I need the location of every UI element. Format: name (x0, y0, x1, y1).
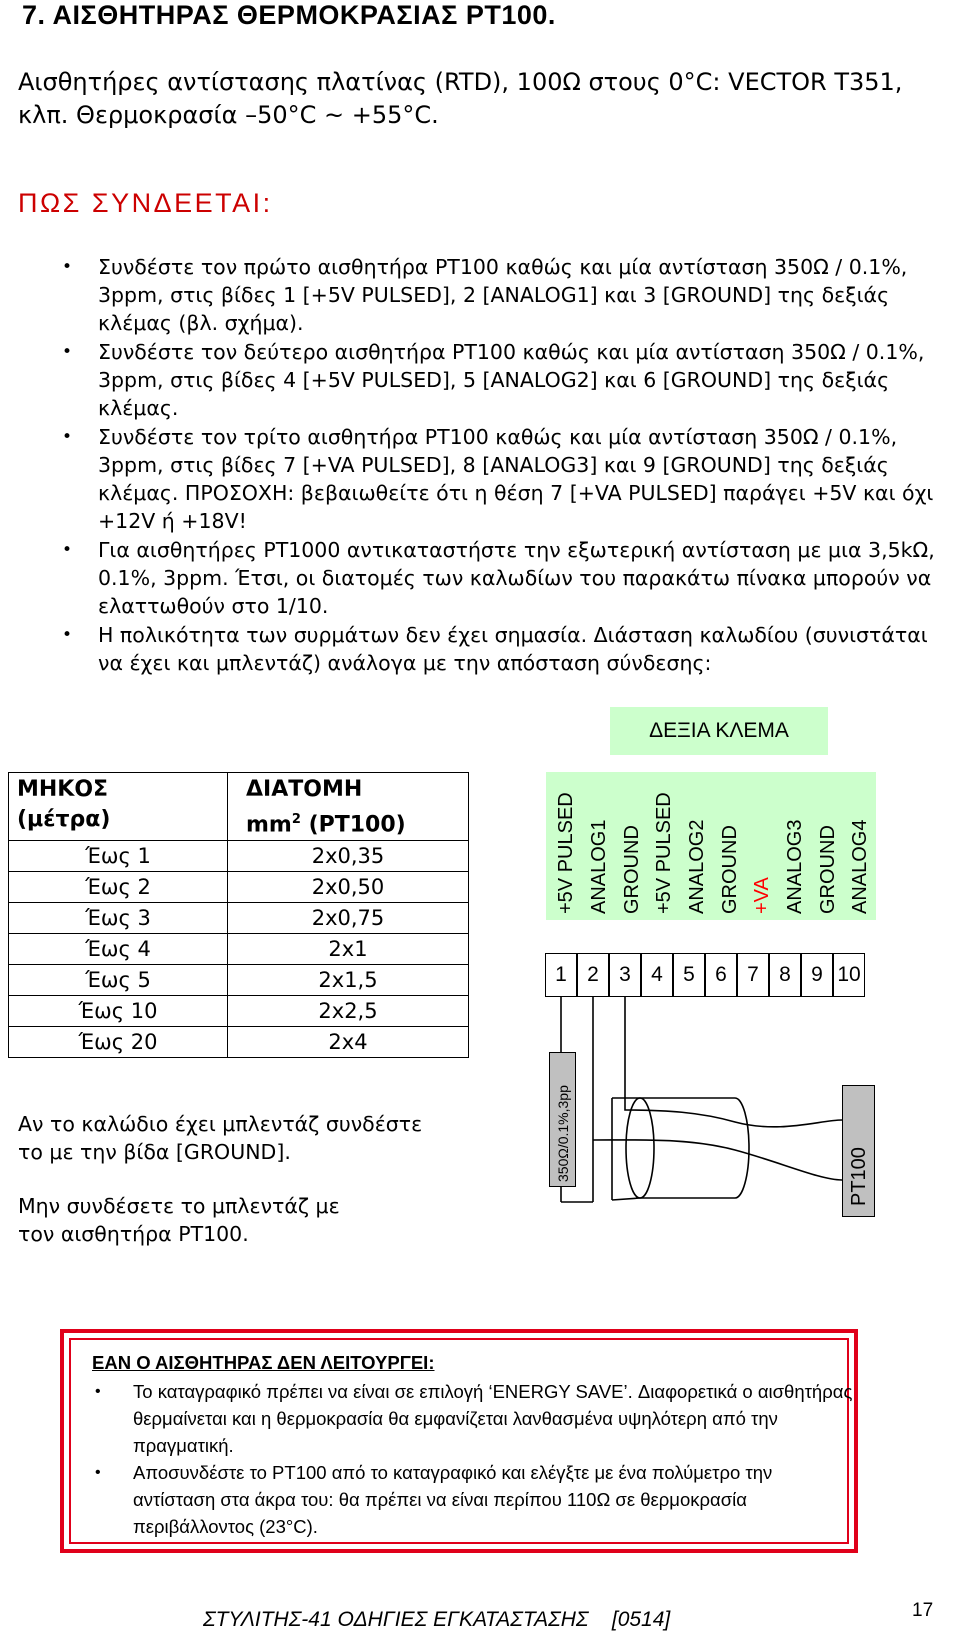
page-footer: ΣΤΥΛΙΤΗΣ-41 ΟΔΗΓΙΕΣ ΕΓΚΑΤΑΣΤΑΣΗΣ [0514] (203, 1608, 671, 1631)
terminal-label-6: GROUND (718, 825, 741, 914)
terminal-label-4: +5V PULSED (652, 792, 675, 914)
terminal-pin-3: 3 (609, 953, 641, 997)
list-item: • Αποσυνδέστε το PT100 από το καταγραφικό και ελέγξτε με ένα πολύμετρο την αντίσταση στα άκρα του: θα πρέπει να είναι περίπου 110Ω σε θερμοκρασία περιβάλλοντος (23°C). (133, 1459, 853, 1540)
terminal-pin-10: 10 (833, 953, 865, 997)
list-item: • Συνδέστε τον τρίτο αισθητήρα PT100 καθώς και μία αντίσταση 350Ω / 0.1%, 3ppm, στις βίδες 7 [+VA PULSED], 8 [ANALOG3] και 9 [GROUND] της δεξιάς κλέμας. ΠΡΟΣΟΧΗ: βεβαιωθείτε ότι η θέση 7 [+VA PULSED] παράγει +5V και όχι +12V ή +18V! (98, 423, 938, 536)
header-length: ΜΗΚΟΣ (μέτρα) (9, 773, 228, 841)
terminal-label-7: +VA (750, 877, 773, 914)
wire-to-sensor-a (593, 1140, 842, 1180)
table-row: Έως 10 2x2,5 (9, 996, 469, 1027)
shield-note: Αν το καλώδιο έχει μπλεντάζ συνδέστε το με την βίδα [GROUND]. (18, 1112, 423, 1164)
how-to-connect-heading: ΠΩΣ ΣΥΝΔΕΕΤΑΙ: (18, 188, 273, 218)
list-item: • Η πολικότητα των συρμάτων δεν έχει σημασία. Διάσταση καλωδίου (συνιστάται να έχει και μπλεντάζ) ανάλογα με την απόσταση σύνδεσης: (98, 621, 938, 677)
terminal-label-10: ANALOG4 (848, 819, 871, 914)
table-row: Έως 20 2x4 (9, 1027, 469, 1058)
terminal-label-9: GROUND (816, 825, 839, 914)
right-terminal-block-label: ΔΕΞΙΑ ΚΛΕΜΑ (610, 707, 828, 755)
terminal-pin-4: 4 (641, 953, 673, 997)
table-row: Έως 5 2x1,5 (9, 965, 469, 996)
terminal-pin-9: 9 (801, 953, 833, 997)
resistor-label: 350Ω/0.1%,3pp (554, 1085, 571, 1182)
intro-paragraph: Αισθητήρες αντίστασης πλατίνας (RTD), 100Ω στους 0°C: VECTOR T351, κλπ. Θερμοκρασία –50°C ~ +55°C. (18, 68, 903, 129)
sensor-label: PT100 (847, 1147, 870, 1206)
list-item: • Για αισθητήρες PT1000 αντικαταστήστε την εξωτερική αντίσταση με μια 3,5kΩ, 0.1%, 3ppm. Έτσι, οι διατομές των καλωδίων του παρακάτω πίνακα μπορούν να ελαττωθούν στο 1/10. (98, 536, 938, 621)
list-item: • Συνδέστε τον δεύτερο αισθητήρα PT100 καθώς και μία αντίσταση 350Ω / 0.1%, 3ppm, στις βίδες 4 [+5V PULSED], 5 [ANALOG2] και 6 [GROUND] της δεξιάς κλέμας. (98, 338, 938, 423)
terminal-label-8: ANALOG3 (783, 819, 806, 914)
reference-resistor (549, 1052, 576, 1187)
troubleshooting-list (133, 1378, 853, 1540)
table-row: Έως 4 2x1 (9, 934, 469, 965)
terminal-label-5: ANALOG2 (685, 819, 708, 914)
troubleshooting-title: ΕΑΝ Ο ΑΙΣΘΗΤΗΡΑΣ ΔΕΝ ΛΕΙΤΟΥΡΓΕΙ: (92, 1352, 435, 1373)
section-heading: 7. ΑΙΣΘΗΤΗΡΑΣ ΘΕΡΜΟΚΡΑΣΙΑΣ PT100. (22, 0, 556, 30)
terminal-pin-8: 8 (769, 953, 801, 997)
terminal-pin-5: 5 (673, 953, 705, 997)
pt100-sensor (842, 1085, 875, 1217)
no-shield-note: Μην συνδέσετε το μπλεντάζ με τον αισθητήρα PT100. (18, 1194, 340, 1246)
header-section: ΔΙΑΤΟΜΗ $mm^2$ (PT100) (228, 773, 469, 841)
terminal-pin-7: 7 (737, 953, 769, 997)
table-row: Έως 2 2x0,50 (9, 872, 469, 903)
list-item: • Το καταγραφικό πρέπει να είναι σε επιλογή ‘ENERGY SAVE’. Διαφορετικά ο αισθητήρας θερμαίνεται και η θερμοκρασία θα εμφανίζεται λανθασμένα υψηλότερη από την πραγματική. (133, 1378, 853, 1459)
list-item: • Συνδέστε τον πρώτο αισθητήρα PT100 καθώς και μία αντίσταση 350Ω / 0.1%, 3ppm, στις βίδες 1 [+5V PULSED], 2 [ANALOG1] και 3 [GROUND] της δεξιάς κλέμας (βλ. σχήμα). (98, 253, 938, 338)
table-row: Έως 3 2x0,75 (9, 903, 469, 934)
terminal-label-1: +5V PULSED (554, 792, 577, 914)
terminal-pin-2: 2 (577, 953, 609, 997)
page-number: 17 (912, 1600, 934, 1621)
wire-to-sensor-b (625, 997, 842, 1127)
terminal-label-2: ANALOG1 (587, 819, 610, 914)
cable-jacket-end (626, 1098, 654, 1198)
terminal-pin-1: 1 (545, 953, 577, 997)
table-row: Έως 1 2x0,35 (9, 841, 469, 872)
terminal-pin-6: 6 (705, 953, 737, 997)
terminal-label-3: GROUND (620, 825, 643, 914)
